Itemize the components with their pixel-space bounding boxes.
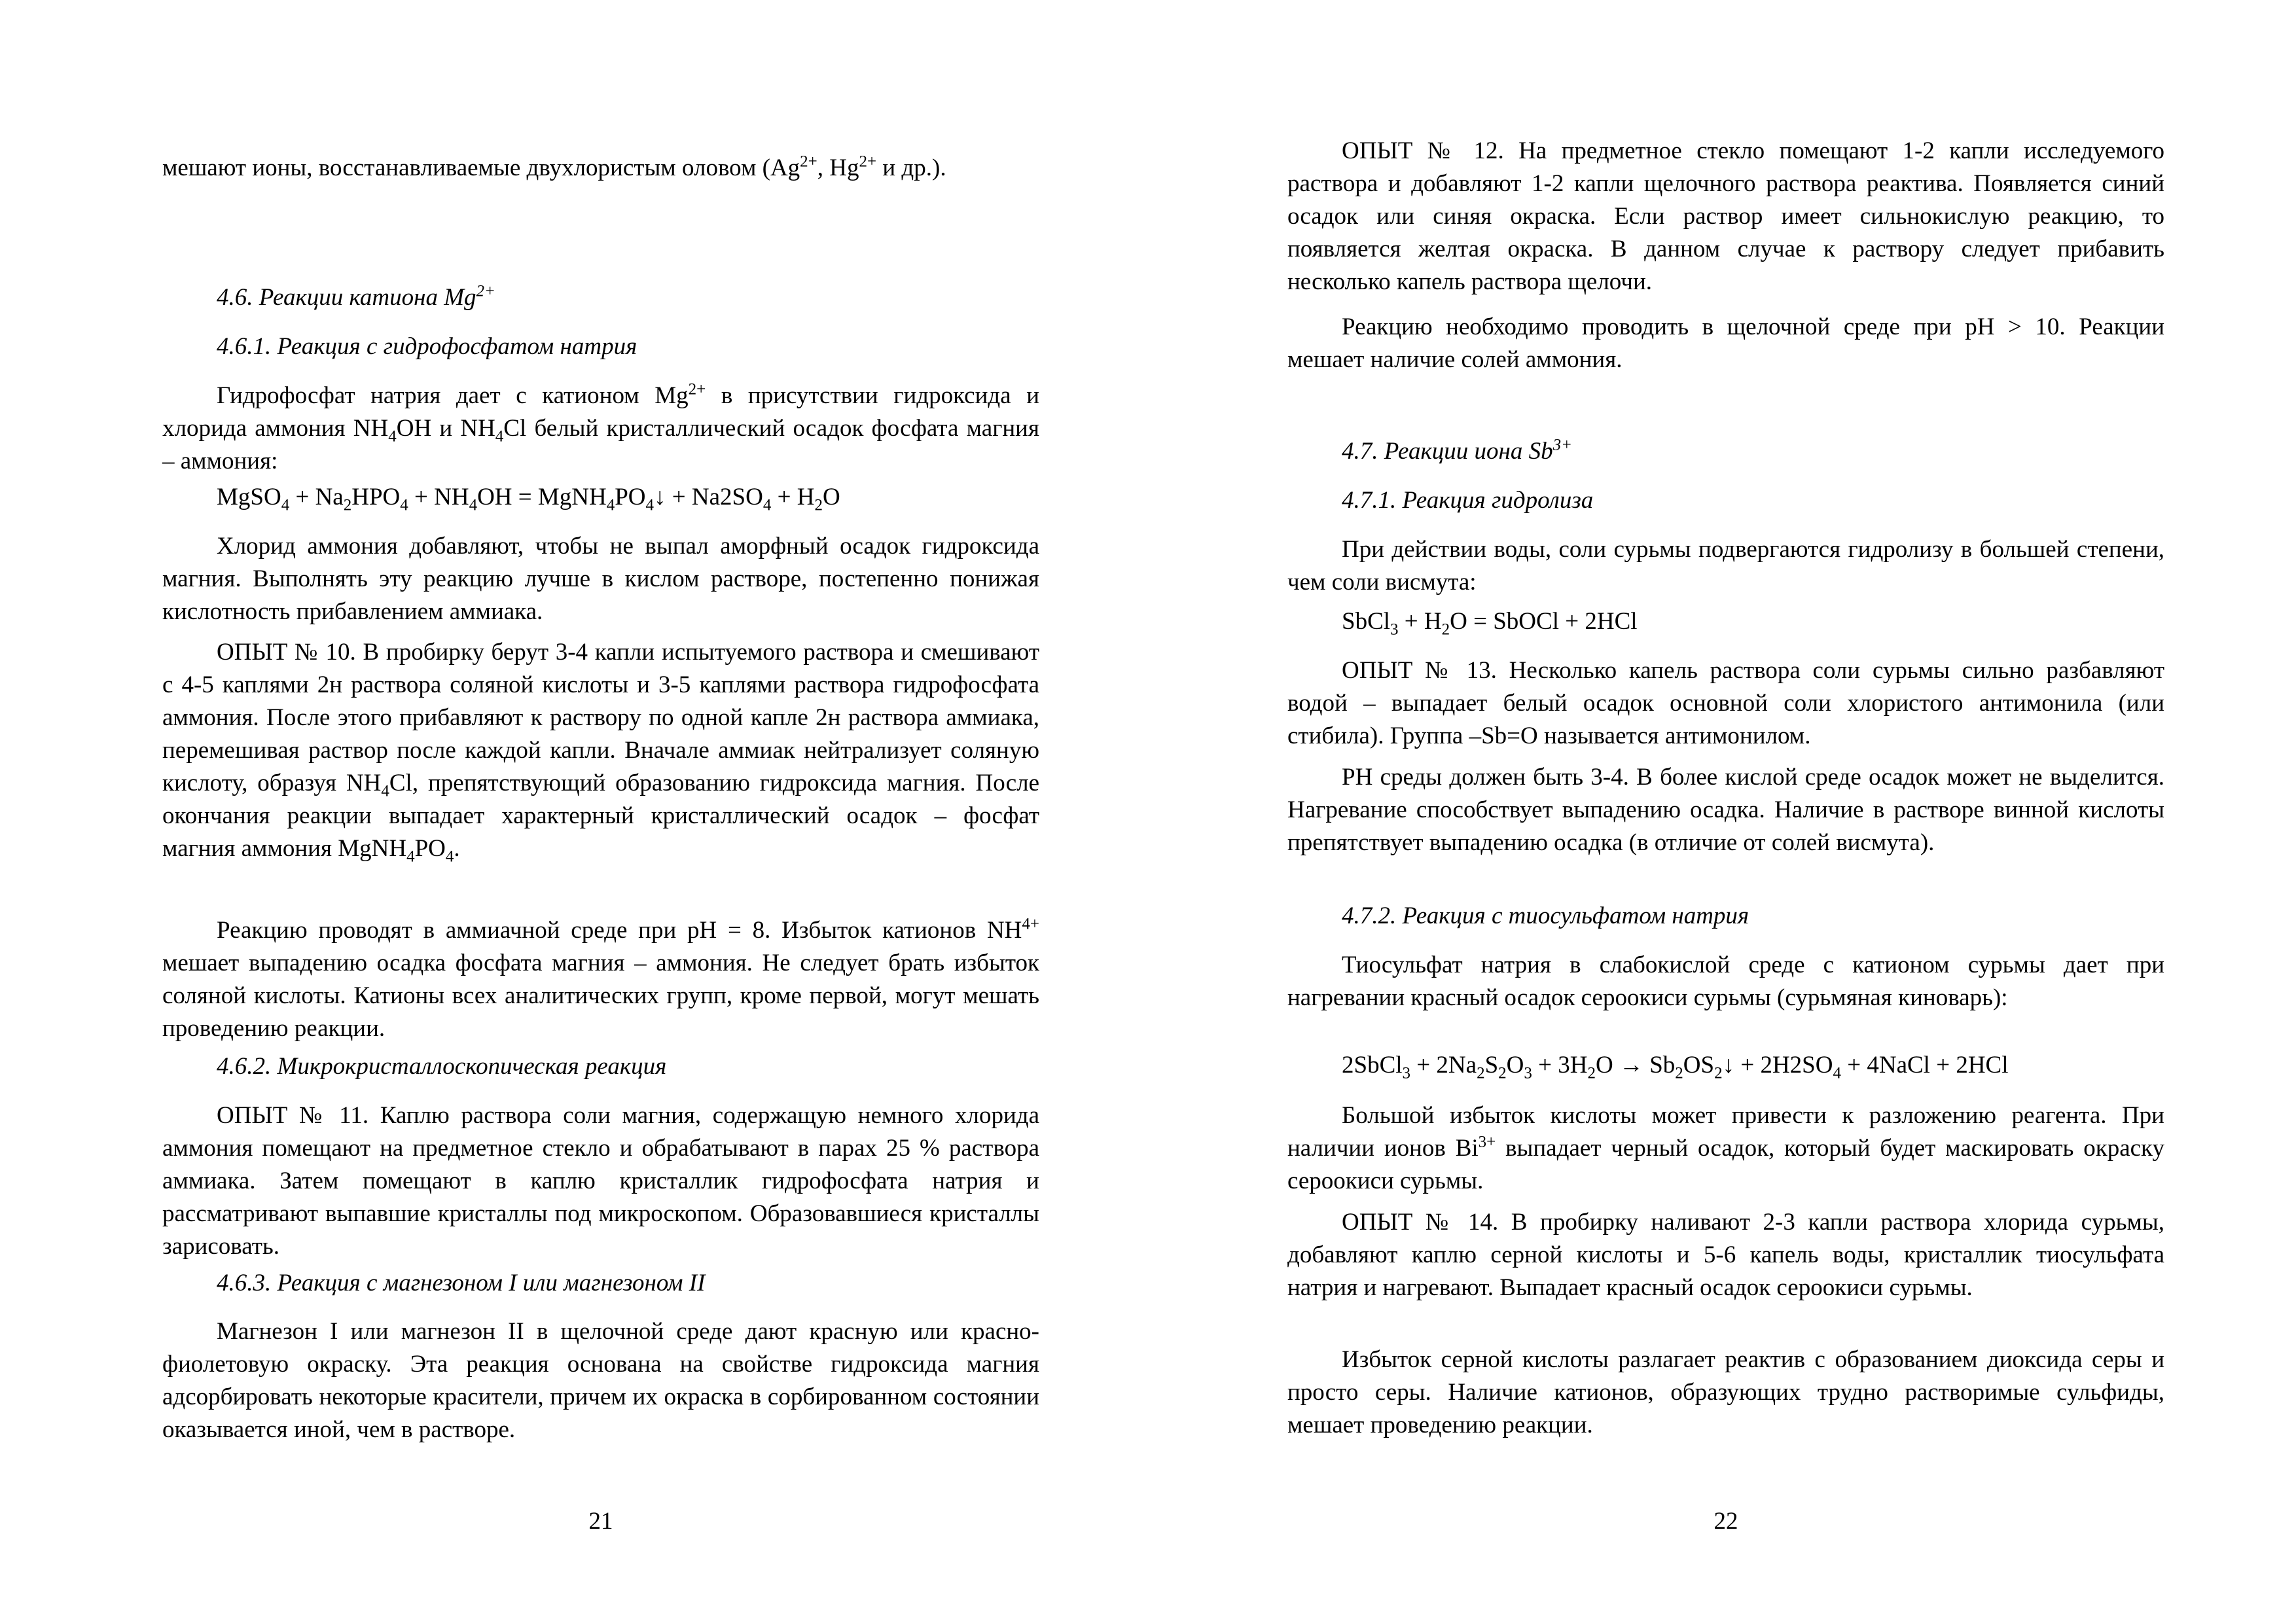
equation-magnesium: MgSO$_4$ + $Na_2HPO_4 + NH_4OH$ = $MgNH_4PO_4↓ + Na2SO_4 + H_2O$ bbox=[217, 484, 840, 514]
subsection-heading-4-6-2: 4.6.2. Микрокристаллоскопическая реакция bbox=[217, 1053, 667, 1080]
paragraph-ph-3-4: РН среды должен быть 3-4. В более кислой среде осадок может не выделится. Нагревание способствует выпадению осадка. Наличие в растворе винной кислоты препятствует выпадению осадка (в отличие от солей висмута). bbox=[1287, 764, 2164, 856]
right-page bbox=[1287, 0, 2164, 1623]
paragraph-experiment-14: ОПЫТ № 14. В пробирку наливают 2-3 капли раствора хлорида сурьмы, добавляют каплю серной кислоты и 5-6 капель воды, кристаллик тиосульфата натрия и нагревают. Выпадает красный осадок сероокиси сурьмы. bbox=[1287, 1209, 2164, 1301]
section-heading-4-6: 4.6. Реакции катиона $Mg^{2+}$ bbox=[217, 282, 495, 311]
page-number-21: 21 bbox=[588, 1508, 613, 1535]
continuation-text: мешают ионы, восстанавливаемые двухлористым оловом ($Ag^{2+}$, $Hg^{2+}$ и др.). bbox=[162, 152, 946, 181]
paragraph-ammonium-chloride: Хлорид аммония добавляют, чтобы не выпал аморфный осадок гидроксида магния. Выполнять эту реакцию лучше в кислом растворе, постепенно понижая кислотность прибавлением аммиака. bbox=[162, 533, 1039, 625]
paragraph-experiment-13: ОПЫТ № 13. Несколько капель раствора соли сурьмы сильно разбавляют водой – выпадает белый осадок основной соли хлористого антимонила (или стибила). Группа –Sb=O называется антимонилом. bbox=[1287, 657, 2164, 749]
subsection-heading-4-7-1: 4.7.1. Реакция гидролиза bbox=[1342, 487, 1594, 514]
left-page bbox=[162, 0, 1039, 1623]
paragraph-experiment-10: ОПЫТ № 10. В пробирку берут 3-4 капли испытуемого раствора и смешивают с 4-5 каплями 2н раствора соляной кислоты и 3-5 каплями раствора гидрофосфата аммония. После этого прибавляют к раствору по одной капле 2н раствора аммиака, перемешивая раствор после каждой капли. Вначале аммиак нейтрализует соляную кислоту, образуя $NH_4Cl$, препятствующий образованию гидроксида магния. После окончания реакции выпадает характерный кристаллический осадок – фосфат магния аммония $MgNH_4PO_4$. bbox=[162, 639, 1040, 866]
paragraph-sulfuric-acid: Избыток серной кислоты разлагает реактив с образованием диоксида серы и просто серы. Наличие катионов, образующих трудно растворимые сульфиды, мешает проведению реакции. bbox=[1287, 1346, 2164, 1438]
paragraph-hydrolysis: При действии воды, соли сурьмы подвергаются гидролизу в большей степени, чем соли висмута: bbox=[1287, 536, 2164, 596]
subsection-heading-4-6-3: 4.6.3. Реакция с магнезоном I или магнезоном II bbox=[217, 1270, 706, 1296]
equation-hydrolysis: SbCl$_3$ + $H_2O$ = SbOCl + 2HCl bbox=[1342, 608, 1638, 639]
paragraph-ph-8: Реакцию проводят в аммиачной среде при pH = 8. Избыток катионов $NH^{4+}$ мешает выпадению осадка фосфата магния – аммония. Не следует брать избыток соляной кислоты. Катионы всех аналитических групп, кроме первой, могут мешать проведению реакции. bbox=[162, 915, 1039, 1042]
paragraph-sodium-hydrophosphate: Гидрофосфат натрия дает с катионом $Mg^{2+}$ в присутствии гидроксида и хлорида аммония $NH_4OH$ и $NH_4Cl$ белый кристаллический осадок фосфата магния – аммония: bbox=[162, 380, 1040, 474]
paragraph-thiosulfate: Тиосульфат натрия в слабокислой среде с катионом сурьмы дает при нагревании красный осадок сероокиси сурьмы (сурьмяная киноварь): bbox=[1287, 952, 2164, 1011]
paragraph-experiment-12: ОПЫТ № 12. На предметное стекло помещают 1-2 капли исследуемого раствора и добавляют 1-2 капли щелочного раствора реактива. Появляется синий осадок или синяя окраска. Если раствор имеет сильнокислую реакцию, то появляется желтая окраска. В данном случае к раствору следует прибавить несколько капель раствора щелочи. bbox=[1287, 137, 2164, 295]
section-heading-4-7: 4.7. Реакции иона $Sb^{3+}$ bbox=[1342, 436, 1572, 465]
subsection-heading-4-7-2: 4.7.2. Реакция с тиосульфатом натрия bbox=[1342, 902, 1749, 929]
page-number-22: 22 bbox=[1713, 1508, 1738, 1535]
paragraph-experiment-11: ОПЫТ № 11. Каплю раствора соли магния, содержащую немного хлорида аммония помещают на предметное стекло и обрабатывают в парах 25 % раствора аммиака. Затем помещают в каплю кристаллик гидрофосфата натрия и рассматривают выпавшие кристаллы под микроскопом. Образовавшиеся кристаллы зарисовать. bbox=[162, 1102, 1039, 1260]
paragraph-alkaline-medium: Реакцию необходимо проводить в щелочной среде при pH > 10. Реакции мешает наличие солей аммония. bbox=[1287, 313, 2164, 373]
subsection-heading-4-6-1: 4.6.1. Реакция с гидрофосфатом натрия bbox=[217, 333, 637, 360]
paragraph-acid-excess: Большой избыток кислоты может привести к разложению реагента. При наличии ионов $Bi^{3+}$ выпадает черный осадок, который будет маскировать окраску сероокиси сурьмы. bbox=[1287, 1102, 2164, 1194]
equation-thiosulfate: 2SbCl$_3$ + $2Na_2S_2O_3 + 3H_2O$ → $Sb_2OS_2↓ + 2H2SO_4$ + 4NaCl + 2HCl bbox=[1342, 1052, 2009, 1082]
paragraph-magneson: Магнезон I или магнезон II в щелочной среде дают красную или красно-фиолетовую окраску. Эта реакция основана на свойстве гидроксида магния адсорбировать некоторые красители, причем их окраска в сорбированном состоянии оказывается иной, чем в растворе. bbox=[162, 1318, 1039, 1443]
